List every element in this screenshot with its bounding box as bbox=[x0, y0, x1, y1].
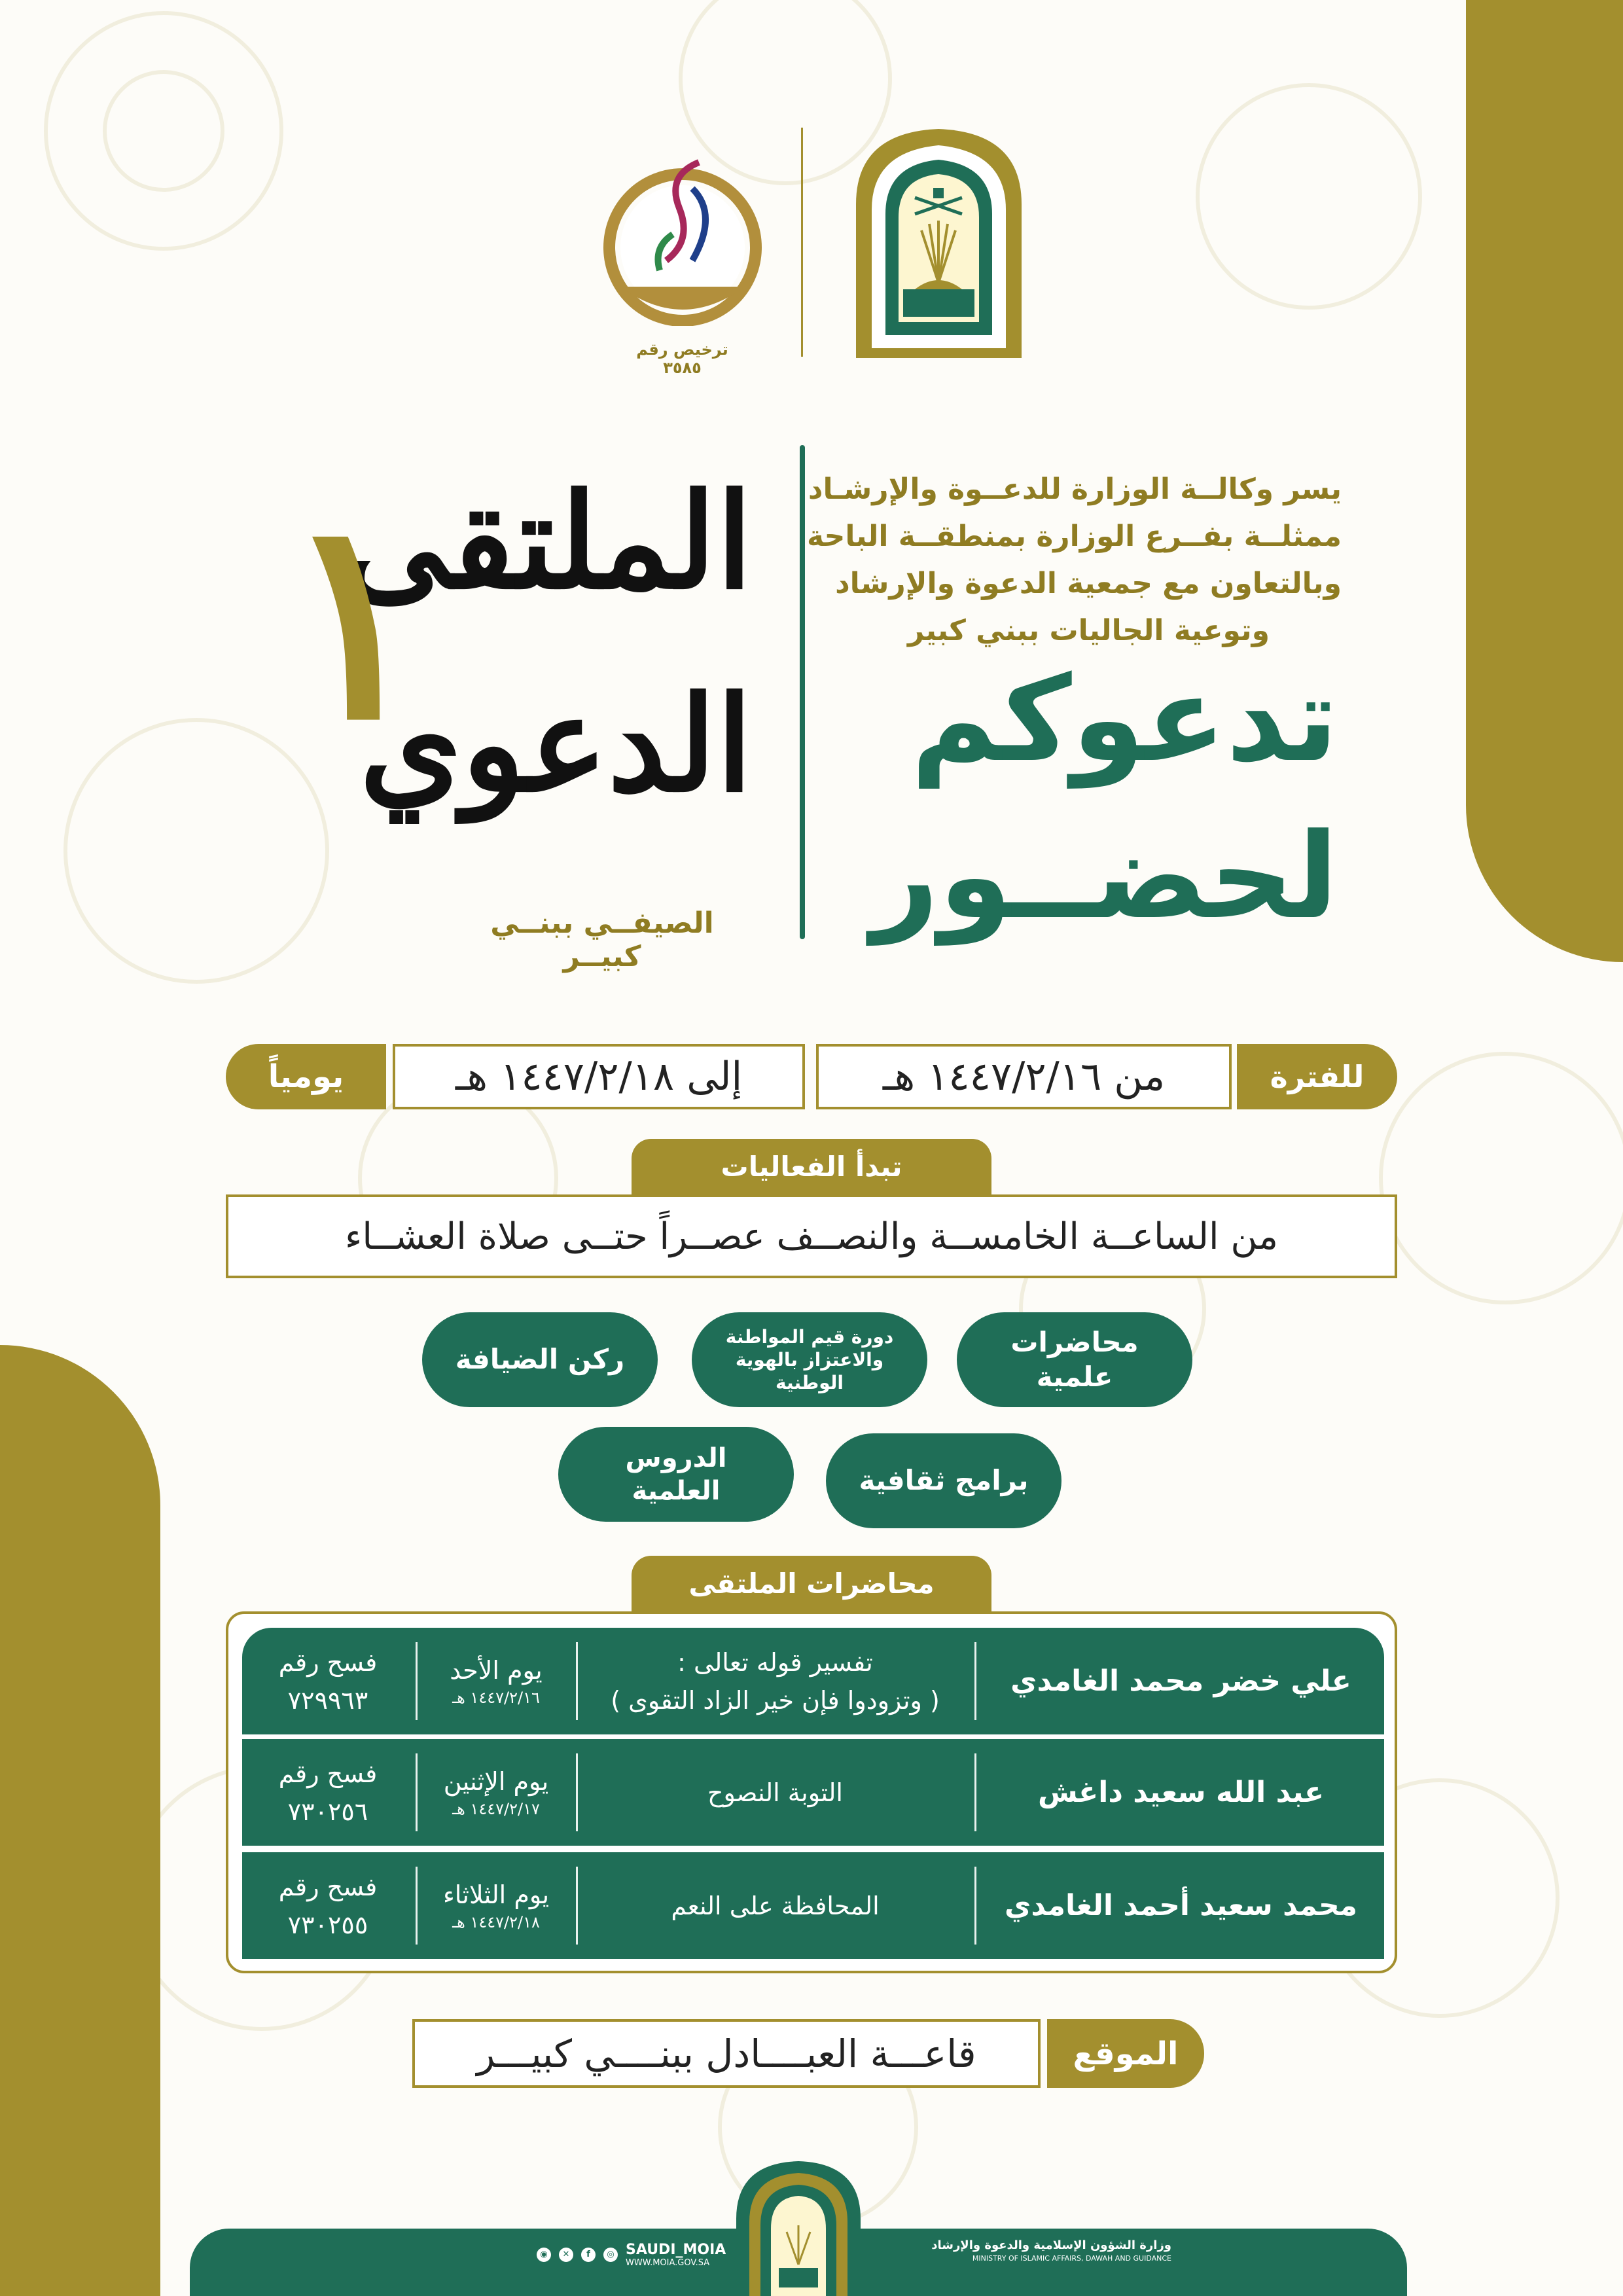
cell-divider bbox=[974, 1642, 976, 1720]
activity-scientific-lessons: الدروس العلمية bbox=[558, 1427, 794, 1522]
lecture-day: يوم الإثنين bbox=[443, 1767, 549, 1796]
instagram-icon[interactable]: ◎ bbox=[603, 2248, 618, 2262]
intro-line: وتوعية الجاليات ببني كبير bbox=[907, 614, 1270, 647]
permit-label: فسح رقم bbox=[278, 1647, 378, 1677]
cell-divider bbox=[576, 1642, 578, 1720]
ministry-logo bbox=[849, 126, 1028, 358]
cell-divider bbox=[974, 1867, 976, 1945]
permit-number: ٧٢٩٩٦٣ bbox=[287, 1685, 368, 1715]
event-title bbox=[281, 452, 779, 949]
invite-heading bbox=[867, 641, 1338, 956]
activity-cultural-programs: برامج ثقافية bbox=[826, 1433, 1061, 1528]
title-number: ١ bbox=[281, 458, 429, 781]
permit-label: فسح رقم bbox=[278, 1872, 378, 1901]
website-link[interactable]: WWW.MOIA.GOV.SA bbox=[626, 2258, 710, 2268]
footer-ministry-emblem bbox=[733, 2160, 864, 2296]
snapchat-icon[interactable]: ◉ bbox=[537, 2248, 551, 2262]
facebook-icon[interactable]: f bbox=[581, 2248, 596, 2262]
invite-line-2: لحضــور bbox=[870, 808, 1338, 945]
period-from: من ١٤٤٧/٢/١٦ هـ bbox=[816, 1044, 1232, 1109]
lecture-date: ١٤٤٧/٢/١٧ هـ bbox=[452, 1799, 540, 1818]
lecture-date: ١٤٤٧/٢/١٦ هـ bbox=[452, 1688, 540, 1707]
activity-hospitality: ركن الضيافة bbox=[422, 1312, 658, 1407]
activity-lectures: محاضرات علمية bbox=[957, 1312, 1192, 1407]
permit-label: فسح رقم bbox=[278, 1759, 378, 1788]
lecture-topic: ( وتزودوا فإن خير الزاد التقوى ) bbox=[611, 1685, 940, 1715]
activities-start-label: تبدأ الفعاليات bbox=[632, 1139, 991, 1194]
gold-corner-tab-right bbox=[1466, 0, 1623, 962]
lectures-label: محاضرات الملتقى bbox=[632, 1556, 991, 1611]
footer-social bbox=[537, 2242, 726, 2268]
lecture-speaker: عبد الله سعيد داغش bbox=[1037, 1776, 1325, 1809]
title-line-2: الدعوي bbox=[359, 668, 753, 821]
intro-text bbox=[806, 466, 1342, 655]
cell-divider bbox=[974, 1753, 976, 1831]
lecture-day: يوم الأحد bbox=[450, 1655, 543, 1685]
location-label: الموقع bbox=[1047, 2019, 1204, 2088]
lecture-speaker: محمد سعيد أحمد الغامدي bbox=[1005, 1889, 1357, 1922]
invite-line-1: تدعوكم bbox=[910, 651, 1338, 788]
period-daily: يومياً bbox=[226, 1044, 386, 1109]
event-subtitle: الصيفــي ببنــي كبيــر bbox=[490, 906, 714, 973]
cell-divider bbox=[576, 1753, 578, 1831]
gold-corner-tab-left bbox=[0, 1345, 160, 2296]
table-row bbox=[242, 1852, 1384, 1959]
location-value: قاعـــة العبــــادل ببنــــي كبيـــر bbox=[412, 2019, 1041, 2088]
cell-divider bbox=[416, 1867, 418, 1945]
cell-divider bbox=[416, 1753, 418, 1831]
society-logo bbox=[594, 149, 771, 326]
footer-ministry-ar: وزارة الشؤون الإسلامية والدعوة والإرشاد bbox=[931, 2238, 1171, 2252]
footer-ministry-name bbox=[883, 2238, 1171, 2263]
cell-divider bbox=[416, 1642, 418, 1720]
lecture-topic: تفسير قوله تعالى : bbox=[677, 1647, 873, 1677]
cell-divider bbox=[576, 1867, 578, 1945]
twitter-icon[interactable]: ✕ bbox=[559, 2248, 573, 2262]
period-to: إلى ١٤٤٧/٢/١٨ هـ bbox=[393, 1044, 805, 1109]
title-divider bbox=[800, 445, 805, 939]
lecture-date: ١٤٤٧/٢/١٨ هـ bbox=[452, 1912, 540, 1931]
period-label: للفترة bbox=[1237, 1044, 1397, 1109]
activities-start-time: من الساعــة الخامســة والنصــف عصــراً حتــى صلاة العشــاء bbox=[226, 1194, 1397, 1278]
lecture-topic: التوبة النصوح bbox=[707, 1778, 843, 1807]
permit-number: ٧٣٠٢٥٦ bbox=[287, 1797, 368, 1826]
social-handle[interactable]: SAUDI_MOIA bbox=[626, 2242, 726, 2258]
permit-number: ٧٣٠٢٥٥ bbox=[287, 1910, 368, 1939]
table-row bbox=[242, 1739, 1384, 1846]
intro-line: ممثلــة بفــرع الوزارة بمنطقــة الباحة bbox=[806, 520, 1342, 553]
intro-line: يسر وكالــة الوزارة للدعــوة والإرشـاد bbox=[808, 473, 1342, 506]
lecture-speaker: علي خضر محمد الغامدي bbox=[1010, 1664, 1351, 1698]
lecture-day: يوم الثلاثاء bbox=[442, 1880, 550, 1909]
lecture-topic: المحافظة على النعم bbox=[671, 1891, 880, 1920]
logo-divider bbox=[801, 128, 803, 357]
title-line-1: الملتقى bbox=[342, 465, 753, 619]
license-number: ترخيص رقم ٣٥٨٥ bbox=[636, 340, 728, 377]
footer-ministry-en: MINISTRY OF ISLAMIC AFFAIRS, DAWAH AND GUIDANCE bbox=[972, 2254, 1171, 2263]
intro-line: وبالتعاون مع جمعية الدعوة والإرشاد bbox=[835, 567, 1342, 600]
activity-citizenship-course: دورة قيم المواطنة والاعتزاز بالهوية الوطنية bbox=[692, 1312, 927, 1407]
table-row bbox=[242, 1628, 1384, 1734]
